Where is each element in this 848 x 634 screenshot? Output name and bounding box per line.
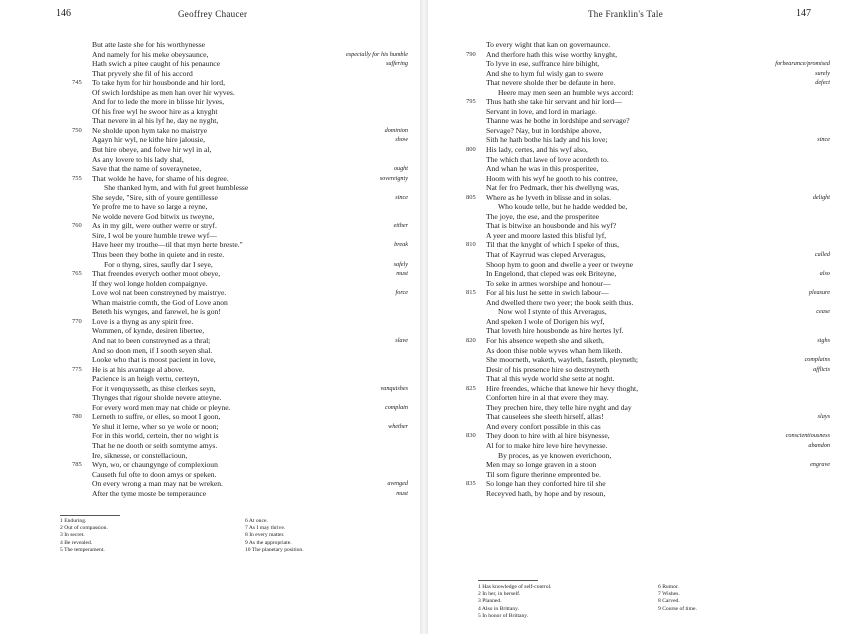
- footnote-column: [60, 518, 108, 554]
- line-text: For o thyng, sires, saufly dar I seye,: [104, 259, 213, 269]
- poem-line: [0, 97, 420, 107]
- gloss: forbearance/promised: [775, 60, 830, 68]
- line-text: For every word men may nat chide or pleyne.: [92, 402, 231, 412]
- line-text: Love wol nat been constreyned by maistrye.: [92, 288, 227, 298]
- poem-line: [428, 346, 848, 356]
- line-number: 815: [466, 289, 476, 297]
- line-text: That pryvely she fil of his accord: [92, 68, 193, 78]
- line-text: Of his free wyl he swoor hire as a knyght: [92, 106, 218, 116]
- poem-line: [0, 451, 420, 461]
- poem-line: [0, 460, 420, 470]
- line-text: Hire freendes, whiche that knewe hir hevy thoght,: [486, 383, 639, 393]
- poem-line: [0, 88, 420, 98]
- line-text: Have heer my trouthe—til that myn herte breste.": [92, 240, 243, 250]
- poem-line: [428, 403, 848, 413]
- footnote: 5 In honor of Brittany.: [478, 612, 529, 619]
- poem-line: [428, 317, 848, 327]
- footnote: 1 Enduring.: [60, 518, 87, 524]
- poem-line: [428, 231, 848, 241]
- gloss: safely: [393, 260, 408, 268]
- line-text: But atte laste she for his worthynesse: [92, 40, 206, 49]
- gloss: complain: [384, 403, 408, 411]
- line-text: Al for to make hire leve hire hevynesse.: [486, 440, 608, 450]
- running-header: The Franklin's Tale: [588, 9, 664, 19]
- line-text: Til som figure therinne emprented be.: [486, 469, 601, 479]
- poem-line: [0, 50, 420, 60]
- poem-line: [0, 269, 420, 279]
- poem-line: [0, 126, 420, 136]
- line-text: Love is a thyng as any spirit free.: [92, 316, 194, 326]
- poem-line: [0, 231, 420, 241]
- line-text: Til that the knyght of which I speke of thus,: [486, 240, 620, 250]
- poem-line: [428, 489, 848, 499]
- gloss: delight: [812, 193, 830, 201]
- gloss: show: [395, 136, 408, 144]
- gloss: surely: [815, 69, 830, 77]
- line-text: As in my gilt, were outher werre or stryf.: [92, 221, 217, 231]
- line-text: And whan he was in this prosperitee,: [486, 164, 599, 174]
- poem-line: [428, 298, 848, 308]
- line-text: That nevere sholde ther be defaute in here.: [486, 78, 616, 88]
- gloss: engrave: [810, 461, 830, 469]
- line-text: As any lovere to his lady shal,: [92, 154, 184, 164]
- line-text: For al his lust he sette in swich labour—: [486, 288, 609, 298]
- line-text: So longe han they conforted hire til she: [486, 479, 606, 489]
- line-text: To take hym for hir housbonde and hir lord,: [92, 78, 225, 88]
- poem-line: [0, 374, 420, 384]
- poem-line: [428, 88, 848, 98]
- gloss: sighs: [817, 336, 830, 344]
- gloss: vanquishes: [380, 384, 408, 392]
- poem-line: [0, 116, 420, 126]
- gloss: since: [817, 136, 830, 144]
- poem-line: [428, 155, 848, 165]
- line-text: For in this world, certein, ther no wight is: [92, 431, 219, 441]
- line-text: If they wol longe holden compaignye.: [92, 278, 208, 288]
- poem-lines: [428, 40, 848, 498]
- poem-line: [0, 212, 420, 222]
- poem-line: [428, 269, 848, 279]
- poem-line: [0, 355, 420, 365]
- poem-line: [0, 69, 420, 79]
- poem-line: [428, 355, 848, 365]
- line-text: Thus been they bothe in quiete and in reste.: [92, 250, 225, 260]
- line-text: She thanked hym, and with ful greet humblesse: [104, 183, 249, 193]
- poem-line: [428, 288, 848, 298]
- footnote-column: [478, 584, 551, 620]
- footnote: 4 Be revealed.: [60, 539, 93, 546]
- gloss: since: [395, 193, 408, 201]
- line-number: 825: [466, 384, 476, 392]
- line-number: 770: [72, 317, 82, 325]
- poem-line: [428, 126, 848, 136]
- line-text: His lady, certes, and his wyf also,: [486, 145, 588, 155]
- gloss: cease: [816, 308, 830, 316]
- line-text: And nat to been constreyned as a thral;: [92, 335, 211, 345]
- poem-line: [428, 470, 848, 480]
- gloss: afflicts: [813, 365, 830, 373]
- line-text: Causeth ful ofte to doon amys or speken.: [92, 469, 217, 479]
- line-text: He is at his avantage al above.: [92, 364, 185, 374]
- line-text: Whan maistrie comth, the God of Love anon: [92, 297, 228, 307]
- poem-line: [0, 365, 420, 375]
- line-number: 800: [466, 146, 476, 154]
- line-text: Ne sholde upon hym take no maistrye: [92, 125, 208, 135]
- line-text: Sire, I wol be youre humble trewe wyf—: [92, 230, 217, 240]
- poem-line: [0, 260, 420, 270]
- poem-line: [428, 460, 848, 470]
- line-text: And therfore hath this wise worthy knyght,: [486, 49, 617, 59]
- line-text: And she to hym ful wisly gan to swere: [486, 68, 604, 78]
- poem-line: [0, 164, 420, 174]
- poem-line: [428, 479, 848, 489]
- gloss: ought: [393, 165, 408, 173]
- line-text: Who koude telle, but he hadde wedded be,: [498, 202, 628, 212]
- footnote: 7 Wishes.: [658, 591, 680, 598]
- poem-line: [428, 374, 848, 384]
- footnote: 9 Course of time.: [658, 605, 697, 612]
- poem-line: [428, 78, 848, 88]
- line-number: 780: [72, 413, 82, 421]
- poem-line: [0, 403, 420, 413]
- footnote-column: [658, 584, 697, 613]
- poem-line: [428, 212, 848, 222]
- gloss: conscientiousness: [785, 432, 830, 440]
- poem-line: [0, 135, 420, 145]
- line-number: 810: [466, 241, 476, 249]
- line-text: Ne wolde nevere God bitwix us tweyne,: [92, 211, 215, 221]
- line-text: Beteth his wynges, and farewel, he is gon!: [92, 307, 221, 317]
- line-number: 775: [72, 365, 82, 373]
- line-text: On every wrong a man may nat be wreken.: [92, 479, 223, 489]
- book-gutter: [420, 0, 428, 634]
- gloss: also: [819, 270, 830, 278]
- line-text: Conforten hire in al that evere they may.: [486, 393, 609, 403]
- line-text: Ye profre me to have so large a reyne,: [92, 202, 208, 212]
- line-text: That freendes everych oother moot obeye,: [92, 269, 221, 279]
- poem-line: [428, 107, 848, 117]
- poem-line: [0, 174, 420, 184]
- gloss: slays: [817, 413, 830, 421]
- poem-line: [0, 193, 420, 203]
- line-text: That loveth hire housbonde as hire hertes lyf.: [486, 326, 624, 336]
- footnote: 3 In secret.: [60, 532, 85, 539]
- poem-line: [428, 393, 848, 403]
- line-text: Agayn hir wyl, ne kithe hire jalousie,: [92, 135, 206, 145]
- line-text: Wyn, wo, or chaungynge of complexioun: [92, 460, 218, 470]
- line-text: Men may so longe graven in a stoon: [486, 460, 597, 470]
- footnote: 2 In her, in herself.: [478, 591, 521, 598]
- page-number: 146: [56, 8, 71, 19]
- poem-line: [428, 384, 848, 394]
- footnote: 2 Out of compassion.: [60, 525, 108, 532]
- line-text: Desir of his presence hire so destreyneth: [486, 364, 610, 374]
- footnote-column: [245, 518, 304, 554]
- poem-line: [428, 59, 848, 69]
- poem-line: [0, 40, 420, 50]
- footnote: 10 The planetary position.: [245, 546, 304, 553]
- footnote: 8 In every matter.: [245, 532, 285, 539]
- poem-line: [428, 145, 848, 155]
- poem-line: [0, 145, 420, 155]
- poem-line: [0, 240, 420, 250]
- poem-line: [428, 431, 848, 441]
- poem-line: [0, 336, 420, 346]
- line-text: Thanne was he bothe in lordshipe and servage?: [486, 116, 630, 126]
- poem-line: [428, 240, 848, 250]
- line-text: That he ne dooth or seith somtyme amys.: [92, 440, 218, 450]
- line-text: To seke in armes worshipe and honour—: [486, 278, 611, 288]
- line-text: Receyved hath, by hope and by resoun,: [486, 488, 606, 498]
- line-text: The which that lawe of love acordeth to.: [486, 154, 609, 164]
- line-number: 795: [466, 98, 476, 106]
- poem-line: [0, 317, 420, 327]
- footnote: 4 Also in Brittany.: [478, 605, 519, 612]
- line-text: By proces, as ye knowen everichoon,: [498, 450, 612, 460]
- poem-line: [428, 451, 848, 461]
- line-number: 750: [72, 126, 82, 134]
- footnote-rule: [478, 580, 538, 581]
- right-page: [428, 0, 848, 634]
- gloss: defect: [815, 79, 830, 87]
- line-text: And speken I wole of Dorigen his wyf,: [486, 316, 605, 326]
- poem-line: [0, 183, 420, 193]
- line-number: 765: [72, 270, 82, 278]
- poem-line: [0, 202, 420, 212]
- line-text: As doon thise noble wyves whan hem liketh.: [486, 345, 623, 355]
- line-text: For his absence wepeth she and siketh,: [486, 335, 604, 345]
- gloss: must: [396, 270, 408, 278]
- line-text: To every wight that kan on governaunce.: [486, 40, 611, 49]
- line-text: Ye shul it lerne, wher so ye wole or noon;: [92, 421, 219, 431]
- line-text: And dwelled there two yeer; the book seith thus.: [486, 297, 634, 307]
- gloss: sovereignty: [379, 174, 408, 182]
- poem-line: [0, 393, 420, 403]
- poem-line: [428, 336, 848, 346]
- poem-line: [0, 470, 420, 480]
- poem-line: [428, 422, 848, 432]
- gloss: dominion: [384, 126, 408, 134]
- poem-line: [428, 193, 848, 203]
- poem-line: [428, 116, 848, 126]
- poem-line: [0, 307, 420, 317]
- poem-line: [428, 307, 848, 317]
- poem-line: [428, 221, 848, 231]
- line-text: But hire obeye, and folwe hir wyl in al,: [92, 145, 212, 155]
- line-text: Looke who that is moost pacient in love,: [92, 355, 216, 365]
- poem-line: [0, 384, 420, 394]
- poem-line: [0, 441, 420, 451]
- line-text: Servage? Nay, but in lordshipe above,: [486, 125, 602, 135]
- gloss: called: [814, 251, 830, 259]
- poem-line: [0, 288, 420, 298]
- footnote: 6 Rumor.: [658, 584, 679, 590]
- line-text: Nat fer fro Pedmark, ther his dwellyng was,: [486, 183, 620, 193]
- line-text: Sith he hath bothe his lady and his love;: [486, 135, 608, 145]
- line-text: And namely for his meke obeysaunce,: [92, 49, 209, 59]
- poem-line: [428, 441, 848, 451]
- poem-line: [428, 279, 848, 289]
- footnote: 7 As I may thrive.: [245, 525, 286, 532]
- poem-line: [0, 479, 420, 489]
- poem-line: [428, 164, 848, 174]
- gloss: especially for his humble: [345, 50, 408, 58]
- poem-line: [428, 250, 848, 260]
- poem-line: [0, 298, 420, 308]
- line-text: Lerneth to suffre, or elles, so moot I goon,: [92, 412, 221, 422]
- poem-line: [0, 250, 420, 260]
- poem-line: [0, 155, 420, 165]
- line-text: Pacience is an heigh vertu, certeyn,: [92, 374, 200, 384]
- gloss: whether: [388, 422, 408, 430]
- poem-line: [428, 135, 848, 145]
- poem-line: [428, 412, 848, 422]
- poem-line: [428, 202, 848, 212]
- poem-line: [0, 431, 420, 441]
- poem-line: [428, 40, 848, 50]
- poem-line: [0, 78, 420, 88]
- line-number: 830: [466, 432, 476, 440]
- gloss: either: [393, 222, 408, 230]
- line-text: That al this wyde world she sette at noght.: [486, 374, 615, 384]
- page-number: 147: [796, 8, 811, 19]
- footnote: 5 The temperament.: [60, 546, 105, 553]
- line-text: A yeer and moore lasted this blisful lyf,: [486, 230, 607, 240]
- line-text: Thus hath she take hir servant and hir lord—: [486, 97, 622, 107]
- footnote: 3 Planned.: [478, 598, 502, 605]
- line-text: Save that the name of soveraynetee,: [92, 164, 202, 174]
- poem-lines: [0, 40, 420, 498]
- footnote-rule: [60, 515, 120, 516]
- poem-line: [0, 326, 420, 336]
- line-text: Ire, siknesse, or constellacioun,: [92, 450, 188, 460]
- footnote: 9 As the appropriate.: [245, 539, 292, 546]
- poem-line: [428, 97, 848, 107]
- line-text: For it venquysseth, as thise clerkes seyn,: [92, 383, 216, 393]
- gloss: break: [394, 241, 408, 249]
- poem-line: [0, 279, 420, 289]
- line-text: To lyve in ese, suffrance hire bihight,: [486, 59, 600, 69]
- poem-line: [0, 422, 420, 432]
- gloss: must: [396, 489, 408, 497]
- line-text: That of Kayrrud was cleped Arveragus,: [486, 250, 606, 260]
- gloss: complains: [804, 356, 830, 364]
- poem-line: [0, 107, 420, 117]
- line-number: 790: [466, 50, 476, 58]
- footnote: 8 Carved.: [658, 598, 680, 605]
- line-number: 760: [72, 222, 82, 230]
- gloss: suffering: [385, 60, 408, 68]
- footnote: 1 Has knowledge of self-control.: [478, 584, 552, 590]
- line-number: 745: [72, 79, 82, 87]
- line-text: They prechen hire, they telle hire nyght and day: [486, 402, 632, 412]
- gloss: avenged: [387, 480, 408, 488]
- poem-line: [428, 326, 848, 336]
- poem-line: [428, 183, 848, 193]
- line-text: Servant in love, and lord in mariage.: [486, 106, 597, 116]
- poem-line: [428, 365, 848, 375]
- line-text: Wommen, of kynde, desiren libertee,: [92, 326, 205, 336]
- line-text: Now wol I stynte of this Arveragus,: [498, 307, 607, 317]
- line-number: 835: [466, 480, 476, 488]
- gloss: abandon: [808, 441, 830, 449]
- poem-line: [0, 412, 420, 422]
- poem-line: [0, 489, 420, 499]
- poem-line: [428, 260, 848, 270]
- poem-line: [0, 59, 420, 69]
- line-text: That causelees she sleeth hirself, allas!: [486, 412, 604, 422]
- line-text: She moorneth, waketh, wayleth, fasteth, pleyneth;: [486, 355, 639, 365]
- poem-line: [428, 69, 848, 79]
- line-text: They doon to hire with al hire bisynesse,: [486, 431, 610, 441]
- poem-line: [428, 174, 848, 184]
- line-text: That is bitwixe an housbonde and his wyf?: [486, 221, 617, 231]
- line-text: Where as he lyveth in blisse and in solas.: [486, 192, 612, 202]
- left-page: [0, 0, 420, 634]
- gloss: force: [395, 289, 408, 297]
- poem-line: [0, 346, 420, 356]
- line-text: And every confort possible in this cas: [486, 421, 601, 431]
- line-text: She seyde, "Sire, sith of youre gentillesse: [92, 192, 218, 202]
- gloss: slave: [395, 336, 408, 344]
- line-text: The joye, the ese, and the prosperitee: [486, 211, 600, 221]
- line-number: 820: [466, 336, 476, 344]
- poem-line: [0, 221, 420, 231]
- line-text: After the tyme moste be temperaunce: [92, 488, 207, 498]
- line-text: Hath swich a pitee caught of his penaunce: [92, 59, 220, 69]
- footnote: 6 At once.: [245, 518, 268, 524]
- line-number: 785: [72, 461, 82, 469]
- line-text: That wolde he have, for shame of his degree.: [92, 173, 229, 183]
- line-text: Shoop hym to goon and dwelle a yeer or tweyne: [486, 259, 633, 269]
- line-text: Of swich lordshipe as men han over hir wyves.: [92, 87, 235, 97]
- gloss: pleasure: [808, 289, 830, 297]
- line-text: And for to lede the more in blisse hir lyves,: [92, 97, 225, 107]
- poem-line: [428, 50, 848, 60]
- line-text: Heere may men seen an humble wys accord:: [498, 87, 634, 97]
- line-text: Thynges that rigour sholde nevere atteyne.: [92, 393, 222, 403]
- line-text: Hoom with his wyf he gooth to his contree,: [486, 173, 618, 183]
- line-text: And so doon men, if I sooth seyen shal.: [92, 345, 213, 355]
- running-header: Geoffrey Chaucer: [178, 9, 248, 19]
- line-number: 805: [466, 193, 476, 201]
- line-text: That nevere in al his lyf he, day ne nyght,: [92, 116, 219, 126]
- line-number: 755: [72, 174, 82, 182]
- line-text: In Engelond, that cleped was eek Briteyne,: [486, 269, 617, 279]
